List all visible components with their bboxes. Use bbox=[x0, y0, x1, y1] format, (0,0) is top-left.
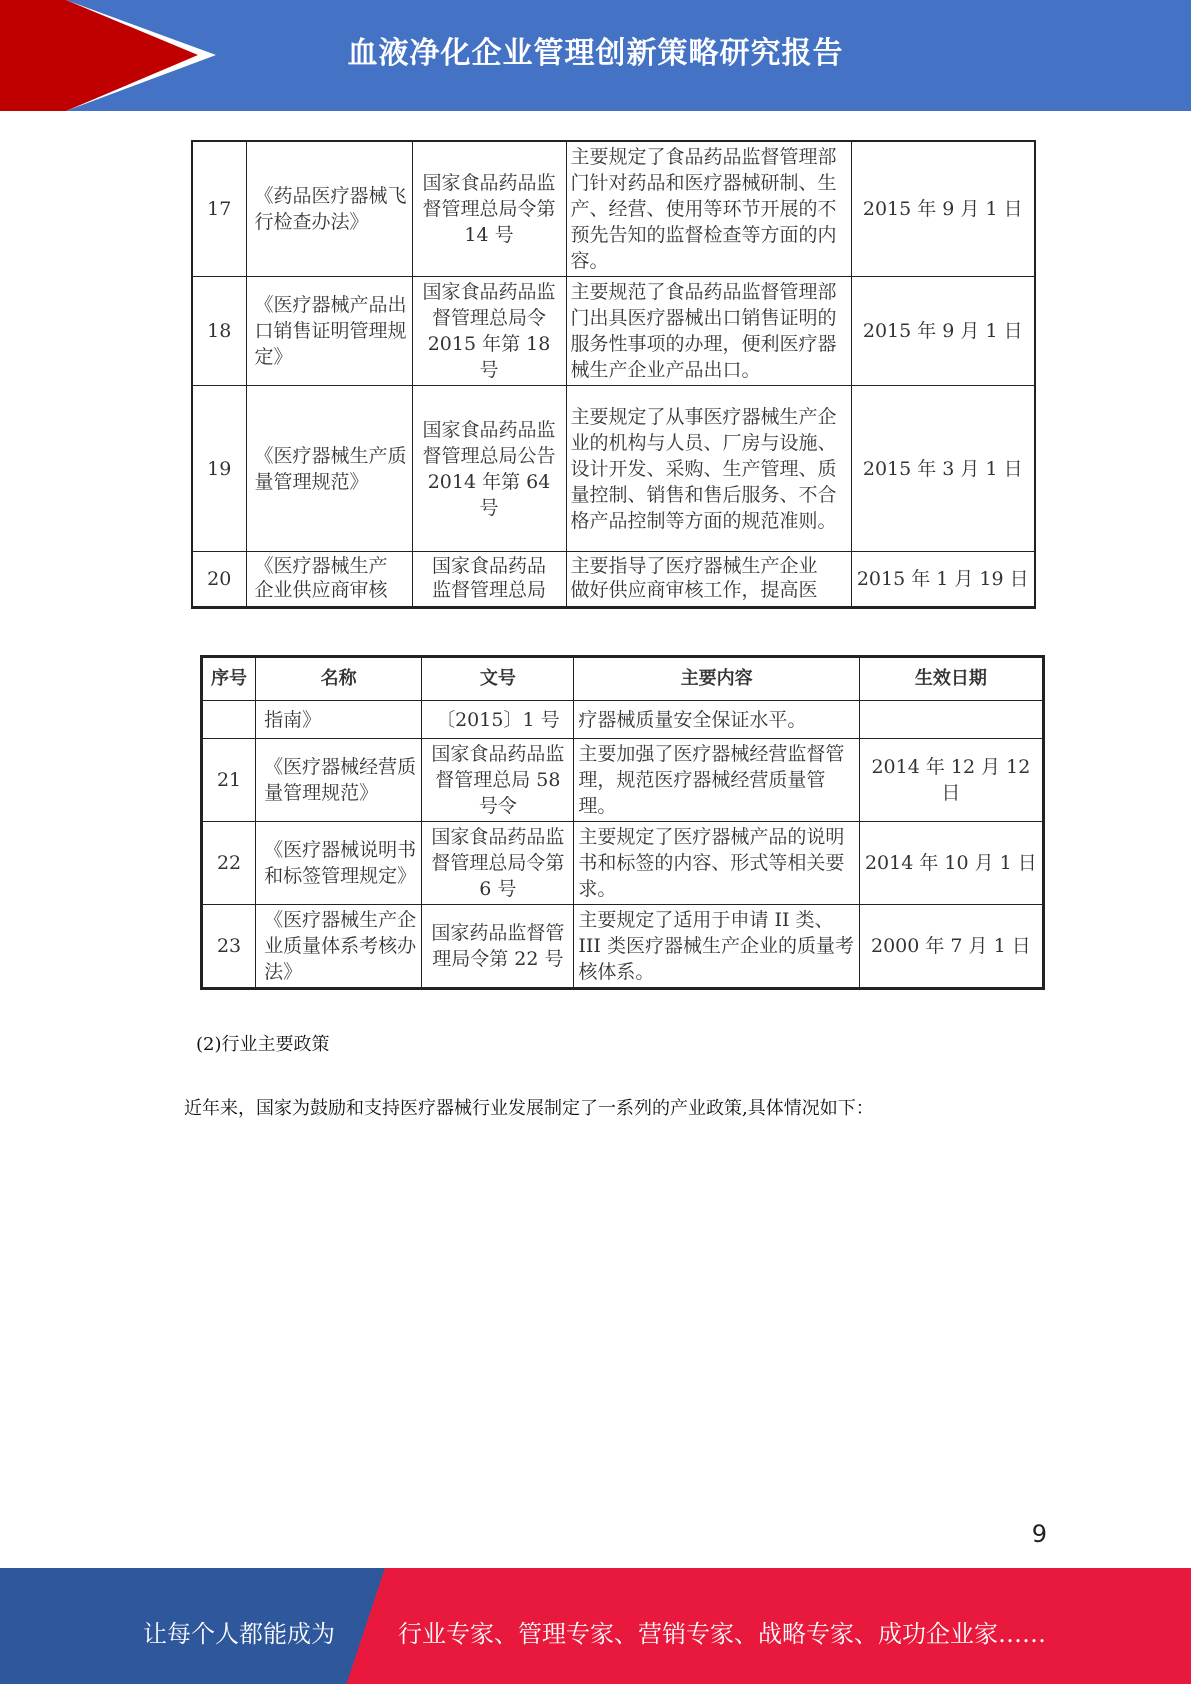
table-row bbox=[202, 822, 1044, 905]
header-name: 名称 bbox=[256, 657, 422, 701]
regulations-table bbox=[200, 655, 1045, 990]
document-number: 国家食品药品 监督管理总局 bbox=[412, 552, 566, 608]
regulation-name: 《医疗器械产品出口销售证明管理规定》 bbox=[246, 277, 412, 386]
document-number: 〔2015〕1 号 bbox=[422, 701, 574, 739]
main-content: 主要加强了医疗器械经营监督管理，规范医疗器械经营质量管理。 bbox=[574, 739, 859, 822]
page-header bbox=[0, 0, 1191, 111]
document-number: 国家食品药品监督管理总局令第 6 号 bbox=[422, 822, 574, 905]
effective-date: 2014 年 10 月 1 日 bbox=[859, 822, 1043, 905]
effective-date: 2015 年 9 月 1 日 bbox=[851, 141, 1035, 277]
body-paragraph: 近年来，国家为鼓励和支持医疗器械行业发展制定了一系列的产业政策,具体情况如下： bbox=[184, 1098, 874, 1119]
table-row bbox=[192, 277, 1035, 386]
row-number: 20 bbox=[192, 552, 246, 608]
main-content: 主要规定了从事医疗器械生产企业的机构与人员、厂房与设施、设计开发、采购、生产管理、质量控制、销售和售后服务、不合格产品控制等方面的规范准则。 bbox=[566, 386, 851, 552]
table-row bbox=[202, 739, 1044, 822]
regulation-name: 《医疗器械生产质量管理规范》 bbox=[246, 386, 412, 552]
header-no: 序号 bbox=[202, 657, 256, 701]
main-content: 主要规定了医疗器械产品的说明书和标签的内容、形式等相关要求。 bbox=[574, 822, 859, 905]
table-row-truncated bbox=[192, 552, 1035, 608]
effective-date: 2015 年 9 月 1 日 bbox=[851, 277, 1035, 386]
main-content: 疗器械质量安全保证水平。 bbox=[574, 701, 859, 739]
row-number: 19 bbox=[192, 386, 246, 552]
header-content: 主要内容 bbox=[574, 657, 859, 701]
row-number: 17 bbox=[192, 141, 246, 277]
row-number bbox=[202, 701, 256, 739]
effective-date: 2000 年 7 月 1 日 bbox=[859, 905, 1043, 989]
document-number: 国家药品监督管理局令第 22 号 bbox=[422, 905, 574, 989]
row-number: 22 bbox=[202, 822, 256, 905]
table-row bbox=[192, 386, 1035, 552]
document-number: 国家食品药品监督管理总局令 2015 年第 18 号 bbox=[412, 277, 566, 386]
row-number: 18 bbox=[192, 277, 246, 386]
row-number: 23 bbox=[202, 905, 256, 989]
regulation-name: 《药品医疗器械飞行检查办法》 bbox=[246, 141, 412, 277]
document-number: 国家食品药品监督管理总局令第 14 号 bbox=[412, 141, 566, 277]
table-row-continuation bbox=[202, 701, 1044, 739]
regulation-name: 《医疗器械经营质量管理规范》 bbox=[256, 739, 422, 822]
table-row bbox=[192, 141, 1035, 277]
header-date: 生效日期 bbox=[859, 657, 1043, 701]
table-header-row bbox=[202, 657, 1044, 701]
effective-date: 2015 年 1 月 19 日 bbox=[851, 552, 1035, 608]
report-title: 血液净化企业管理创新策略研究报告 bbox=[347, 36, 844, 71]
effective-date: 2015 年 3 月 1 日 bbox=[851, 386, 1035, 552]
row-number: 21 bbox=[202, 739, 256, 822]
main-content: 主要规定了食品药品监督管理部门针对药品和医疗器械研制、生产、经营、使用等环节开展的不预先告知的监督检查等方面的内容。 bbox=[566, 141, 851, 277]
regulations-table-continued bbox=[191, 140, 1036, 609]
regulation-name: 《医疗器械生产企业质量体系考核办法》 bbox=[256, 905, 422, 989]
document-number: 国家食品药品监督管理总局 58 号令 bbox=[422, 739, 574, 822]
effective-date bbox=[859, 701, 1043, 739]
header-doc: 文号 bbox=[422, 657, 574, 701]
footer-slogan-right: 行业专家、管理专家、营销专家、战略专家、成功企业家…… bbox=[398, 1620, 1046, 1648]
effective-date: 2014 年 12 月 12 日 bbox=[859, 739, 1043, 822]
page-number: 9 bbox=[1031, 1520, 1047, 1548]
page-footer bbox=[0, 1568, 1191, 1684]
document-number: 国家食品药品监督管理总局公告 2014 年第 64 号 bbox=[412, 386, 566, 552]
main-content: 主要规定了适用于申请 II 类、III 类医疗器械生产企业的质量考核体系。 bbox=[574, 905, 859, 989]
main-content: 主要规范了食品药品监督管理部门出具医疗器械出口销售证明的服务性事项的办理，便利医疗器械生产企业产品出口。 bbox=[566, 277, 851, 386]
regulation-name: 《医疗器械说明书和标签管理规定》 bbox=[256, 822, 422, 905]
regulation-name: 《医疗器械生产 企业供应商审核 bbox=[246, 552, 412, 608]
section-heading: (2)行业主要政策 bbox=[196, 1034, 330, 1055]
regulation-name: 指南》 bbox=[256, 701, 422, 739]
table-row bbox=[202, 905, 1044, 989]
footer-slogan-left: 让每个人都能成为 bbox=[143, 1620, 335, 1648]
main-content: 主要指导了医疗器械生产企业 做好供应商审核工作，提高医 bbox=[566, 552, 851, 608]
